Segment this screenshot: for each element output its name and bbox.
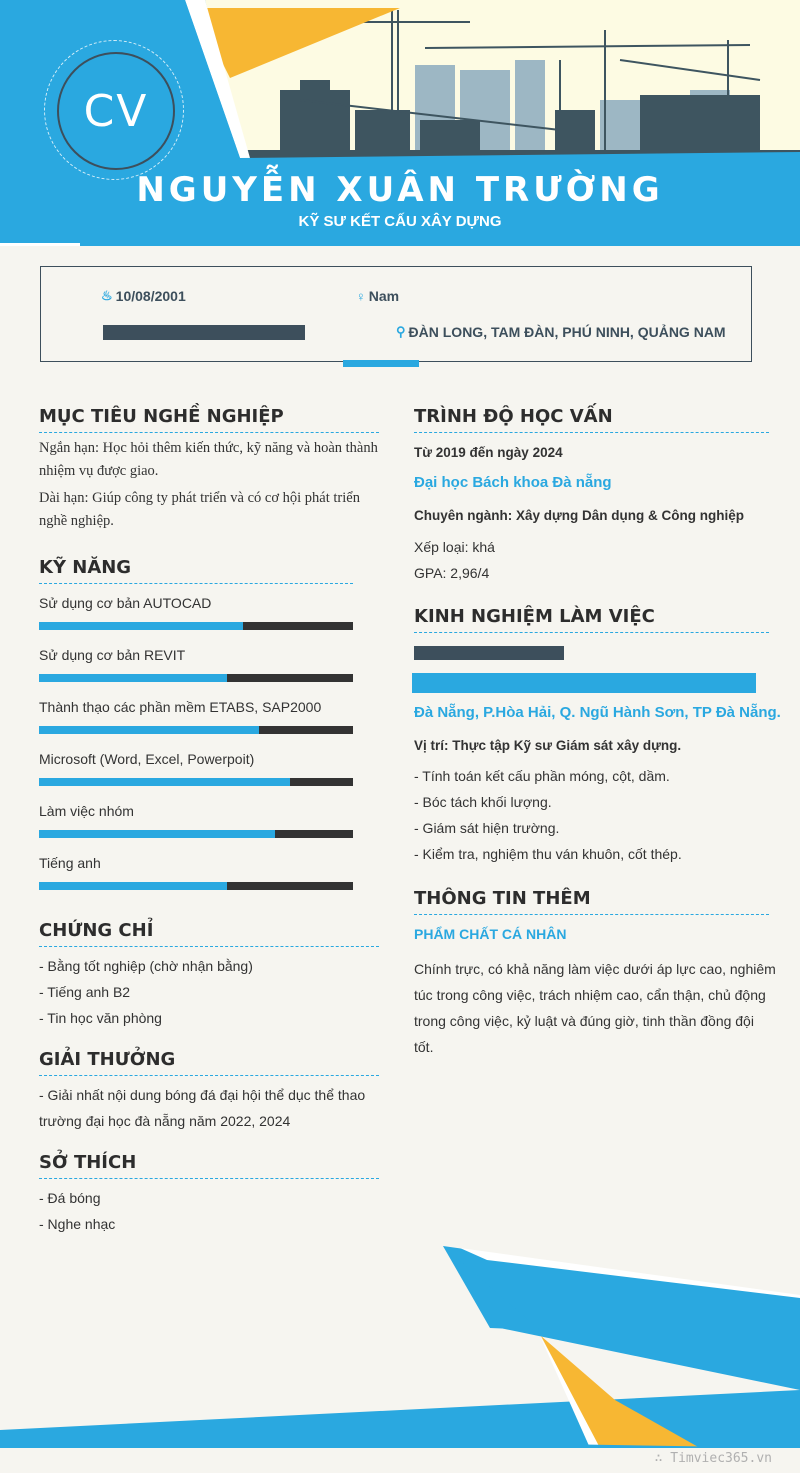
redacted-company-name xyxy=(412,673,756,693)
skill-bar-fill xyxy=(39,882,227,890)
skills-rule xyxy=(39,583,353,584)
skill-bar xyxy=(39,830,353,838)
skill-bar xyxy=(39,882,353,890)
birthday-value: 10/08/2001 xyxy=(115,288,186,304)
hobby-item: - Đá bóng xyxy=(39,1190,101,1206)
objective-rule xyxy=(39,432,379,433)
map-pin-icon: ⚲ xyxy=(396,324,406,339)
awards-title: GIẢI THƯỞNG xyxy=(39,1049,176,1070)
education-school: Đại học Bách khoa Đà nẵng xyxy=(414,474,612,491)
cv-badge xyxy=(57,52,175,170)
education-rank: Xếp loại: khá xyxy=(414,539,495,555)
extra-line: tốt. xyxy=(414,1039,434,1055)
hobbies-title: SỞ THÍCH xyxy=(39,1152,137,1173)
objective-title: MỤC TIÊU NGHỀ NGHIỆP xyxy=(39,406,284,427)
hobby-item: - Nghe nhạc xyxy=(39,1216,116,1232)
skill-bar-fill xyxy=(39,622,243,630)
certificates-title: CHỨNG CHỈ xyxy=(39,920,154,941)
experience-duty: - Bóc tách khối lượng. xyxy=(414,794,552,810)
skill-label: Thành thạo các phần mềm ETABS, SAP2000 xyxy=(39,699,322,715)
skill-bar xyxy=(39,726,353,734)
cv-badge-text: CV xyxy=(83,85,149,137)
cake-icon: ♨ xyxy=(101,288,113,303)
extra-line: túc trong công việc, trách nhiệm cao, cẩn thận, chủ động xyxy=(414,987,766,1003)
extra-subtitle: PHẨM CHẤT CÁ NHÂN xyxy=(414,926,567,942)
address-item xyxy=(396,324,726,340)
extra-title: THÔNG TIN THÊM xyxy=(414,888,591,909)
experience-duty: - Kiểm tra, nghiệm thu ván khuôn, cốt thép. xyxy=(414,846,682,862)
skills-title: KỸ NĂNG xyxy=(39,557,132,578)
award-line: trường đại học đà nẵng năm 2022, 2024 xyxy=(39,1113,291,1129)
award-line: - Giải nhất nội dung bóng đá đại hội thể dục thể thao xyxy=(39,1087,366,1103)
birthday-item xyxy=(101,288,186,304)
experience-title: KINH NGHIỆM LÀM VIỆC xyxy=(414,606,655,627)
skill-bar xyxy=(39,778,353,786)
watermark: ∴ Timviec365.vn xyxy=(654,1451,772,1466)
hobbies-rule xyxy=(39,1178,379,1179)
objective-short-term: Ngắn hạn: Học hỏi thêm kiến thức, kỹ năng và hoàn thành nhiệm vụ được giao. xyxy=(39,440,378,479)
candidate-name: NGUYỄN XUÂN TRƯỜNG xyxy=(136,170,664,210)
awards-rule xyxy=(39,1075,379,1076)
skill-label: Tiếng anh xyxy=(39,855,101,871)
education-gpa: GPA: 2,96/4 xyxy=(414,565,490,581)
skill-label: Làm việc nhóm xyxy=(39,803,134,819)
skill-bar xyxy=(39,674,353,682)
address-value: ĐÀN LONG, TAM ĐÀN, PHÚ NINH, QUẢNG NAM xyxy=(408,324,726,340)
job-title: KỸ SƯ KẾT CẤU XÂY DỰNG xyxy=(298,213,502,230)
experience-position: Vị trí: Thực tập Kỹ sư Giám sát xây dựng. xyxy=(414,738,682,753)
experience-duty: - Tính toán kết cấu phần móng, cột, dầm. xyxy=(414,768,670,784)
certificates-rule xyxy=(39,946,379,947)
skill-bar-fill xyxy=(39,778,290,786)
skill-bar-fill xyxy=(39,830,275,838)
education-period: Từ 2019 đến ngày 2024 xyxy=(414,445,563,460)
objective-long-term: Dài hạn: Giúp công ty phát triển và có cơ hội phát triển nghề nghiệp. xyxy=(39,490,360,529)
info-box-accent xyxy=(343,360,419,367)
extra-line: Chính trực, có khả năng làm việc dưới áp lực cao, nghiêm xyxy=(414,961,776,977)
extra-rule xyxy=(414,914,769,915)
certificate-item: - Tiếng anh B2 xyxy=(39,984,131,1000)
skill-label: Sử dụng cơ bản AUTOCAD xyxy=(39,595,212,611)
skill-bar-fill xyxy=(39,674,227,682)
education-rule xyxy=(414,432,769,433)
footer-graphic xyxy=(0,1240,800,1473)
experience-location: Đà Nẵng, P.Hòa Hải, Q. Ngũ Hành Sơn, TP Đà Nẵng. xyxy=(414,704,781,721)
header-banner xyxy=(0,0,800,246)
education-major: Chuyên ngành: Xây dựng Dân dụng & Công nghiệp xyxy=(414,508,745,523)
certificate-item: - Tin học văn phòng xyxy=(39,1010,162,1026)
extra-line: trong công việc, kỷ luật và đúng giờ, tinh thần đồng đội xyxy=(414,1013,754,1029)
skill-label: Microsoft (Word, Excel, Powerpoit) xyxy=(39,751,255,767)
skill-bar-fill xyxy=(39,726,259,734)
education-title: TRÌNH ĐỘ HỌC VẤN xyxy=(414,406,613,427)
redacted-company-period xyxy=(414,646,564,660)
skill-bar xyxy=(39,622,353,630)
contact-info-box xyxy=(40,266,752,362)
skill-label: Sử dụng cơ bản REVIT xyxy=(39,647,186,663)
redacted-phone xyxy=(103,325,305,340)
gender-value: Nam xyxy=(368,288,400,304)
experience-duty: - Giám sát hiện trường. xyxy=(414,820,560,836)
gender-item xyxy=(356,288,399,304)
female-icon: ♀ xyxy=(356,288,366,304)
experience-rule xyxy=(414,632,769,633)
certificate-item: - Bằng tốt nghiệp (chờ nhận bằng) xyxy=(39,958,253,974)
